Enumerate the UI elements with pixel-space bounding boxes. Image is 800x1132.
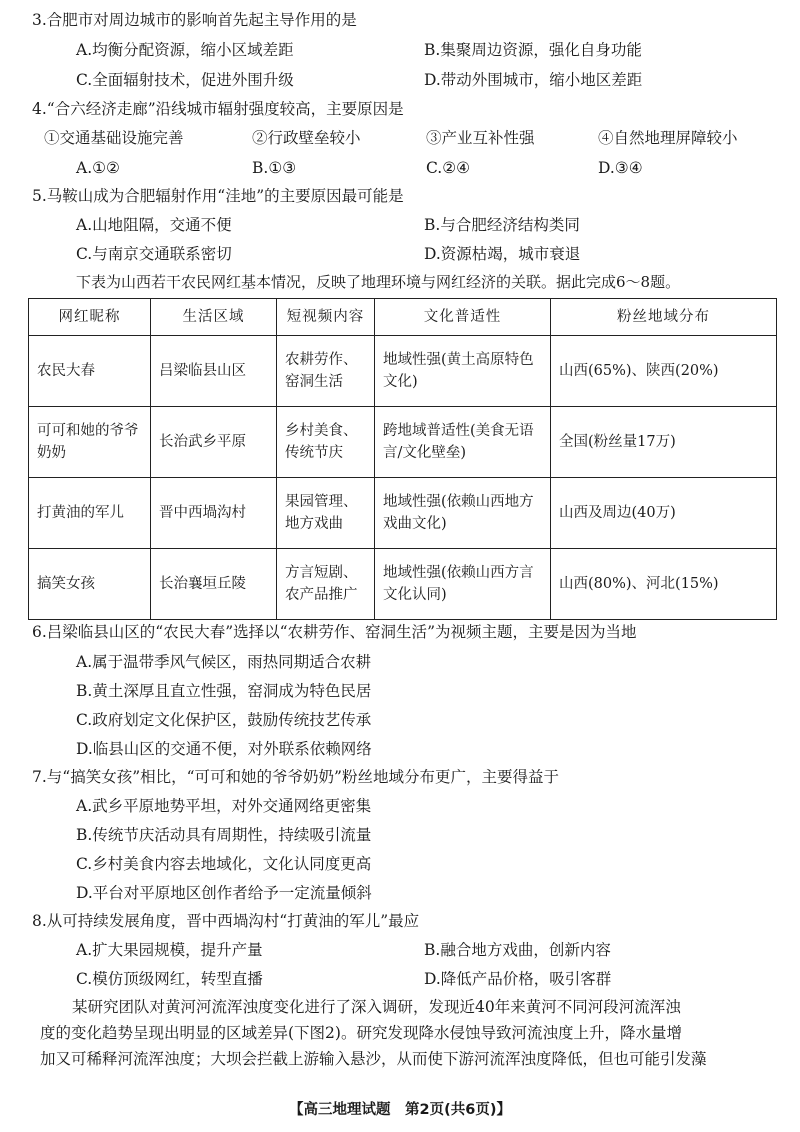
table-header-row xyxy=(29,299,777,336)
table-row xyxy=(29,549,777,620)
table-intro: 下表为山西若干农民网红基本情况，反映了地理环境与网红经济的关联。据此完成6～8题。 xyxy=(76,273,681,291)
table-header: 粉丝地域分布 xyxy=(551,299,777,336)
table-header: 短视频内容 xyxy=(277,299,375,336)
q7-option-a: A.武乡平原地势平坦，对外交通网络更密集 xyxy=(76,797,372,815)
q4-stem: 4.“合六经济走廊”沿线城市辐射强度较高，主要原因是 xyxy=(32,100,404,118)
table-row xyxy=(29,478,777,549)
table-cell: 跨地域普适性(美食无语言/文化壁垒) xyxy=(375,407,551,478)
q5-option-a: A.山地阻隔，交通不便 xyxy=(76,216,232,234)
q3-option-d: D.带动外围城市，缩小地区差距 xyxy=(424,71,643,89)
q4-option-b: B.①③ xyxy=(252,159,297,177)
table-cell: 打黄油的军儿 xyxy=(29,478,151,549)
q5-option-c: C.与南京交通联系密切 xyxy=(76,245,232,263)
table-cell: 搞笑女孩 xyxy=(29,549,151,620)
table-cell: 乡村美食、传统节庆 xyxy=(277,407,375,478)
q4-statement-3: ③产业互补性强 xyxy=(426,129,535,147)
q8-option-d: D.降低产品价格，吸引客群 xyxy=(424,970,612,988)
q6-option-d: D.临县山区的交通不便，对外联系依赖网络 xyxy=(76,740,372,758)
table-cell: 农民大春 xyxy=(29,336,151,407)
q5-option-b: B.与合肥经济结构类同 xyxy=(424,216,580,234)
q7-option-b: B.传统节庆活动具有周期性，持续吸引流量 xyxy=(76,826,372,844)
table-cell: 地域性强(黄土高原特色文化) xyxy=(375,336,551,407)
table-header: 生活区域 xyxy=(151,299,277,336)
table-header: 文化普适性 xyxy=(375,299,551,336)
q3-option-b: B.集聚周边资源，强化自身功能 xyxy=(424,41,642,59)
q7-option-c: C.乡村美食内容去地域化，文化认同度更高 xyxy=(76,855,372,873)
q7-option-d: D.平台对平原地区创作者给予一定流量倾斜 xyxy=(76,884,372,902)
q3-option-a: A.均衡分配资源，缩小区域差距 xyxy=(76,41,294,59)
table-cell: 地域性强(依赖山西方言文化认同) xyxy=(375,549,551,620)
q3-stem: 3.合肥市对周边城市的影响首先起主导作用的是 xyxy=(32,11,357,29)
table-cell: 晋中西堝沟村 xyxy=(151,478,277,549)
q6-option-b: B.黄土深厚且直立性强，窑洞成为特色民居 xyxy=(76,682,372,700)
table-cell: 农耕劳作、窑洞生活 xyxy=(277,336,375,407)
table-cell: 方言短剧、农产品推广 xyxy=(277,549,375,620)
table-row xyxy=(29,336,777,407)
passage-line: 度的变化趋势呈现出明显的区域差异(下图2)。研究发现降水侵蚀导致河流浊度上升，降水量增 xyxy=(40,1024,682,1042)
passage xyxy=(40,994,770,1072)
q4-option-a: A.①② xyxy=(76,159,120,177)
table-cell: 吕梁临县山区 xyxy=(151,336,277,407)
table-row xyxy=(29,407,777,478)
table-cell: 长治武乡平原 xyxy=(151,407,277,478)
q4-statement-1: ①交通基础设施完善 xyxy=(44,129,184,147)
table-cell: 全国(粉丝量17万) xyxy=(551,407,777,478)
q5-stem: 5.马鞍山成为合肥辐射作用“洼地”的主要原因最可能是 xyxy=(32,187,404,205)
influencer-table xyxy=(28,298,776,620)
q5-option-d: D.资源枯竭，城市衰退 xyxy=(424,245,581,263)
passage-line: 某研究团队对黄河河流浑浊度变化进行了深入调研，发现近40年来黄河不同河段河流浑浊 xyxy=(72,998,681,1016)
table-cell: 可可和她的爷爷奶奶 xyxy=(29,407,151,478)
q6-option-c: C.政府划定文化保护区，鼓励传统技艺传承 xyxy=(76,711,372,729)
table-cell: 山西及周边(40万) xyxy=(551,478,777,549)
q8-option-c: C.模仿顶级网红，转型直播 xyxy=(76,970,263,988)
table-cell: 果园管理、地方戏曲 xyxy=(277,478,375,549)
q8-option-b: B.融合地方戏曲，创新内容 xyxy=(424,941,611,959)
q4-statement-2: ②行政壁垒较小 xyxy=(252,129,361,147)
q4-option-c: C.②④ xyxy=(426,159,471,177)
q4-statement-4: ④自然地理屏障较小 xyxy=(598,129,738,147)
table-cell: 山西(65%)、陕西(20%) xyxy=(551,336,777,407)
table-cell: 山西(80%)、河北(15%) xyxy=(551,549,777,620)
q8-option-a: A.扩大果园规模，提升产量 xyxy=(76,941,263,959)
table-header: 网红昵称 xyxy=(29,299,151,336)
table-cell: 长治襄垣丘陵 xyxy=(151,549,277,620)
passage-line: 加又可稀释河流浑浊度；大坝会拦截上游输入悬沙，从而使下游河流浑浊度降低，但也可能引发藻 xyxy=(40,1050,707,1068)
q6-option-a: A.属于温带季风气候区，雨热同期适合农耕 xyxy=(76,653,372,671)
q8-stem: 8.从可持续发展角度，晋中西堝沟村“打黄油的军儿”最应 xyxy=(32,912,420,930)
q3-option-c: C.全面辐射技术，促进外围升级 xyxy=(76,71,294,89)
page-footer: 【高三地理试题 第2页(共6页)】 xyxy=(289,1102,511,1118)
q4-option-d: D.③④ xyxy=(598,159,643,177)
q7-stem: 7.与“搞笑女孩”相比，“可可和她的爷爷奶奶”粉丝地域分布更广，主要得益于 xyxy=(32,768,559,786)
table-cell: 地域性强(依赖山西地方戏曲文化) xyxy=(375,478,551,549)
q6-stem: 6.吕梁临县山区的“农民大春”选择以“农耕劳作、窑洞生活”为视频主题，主要是因为当地 xyxy=(32,623,637,641)
